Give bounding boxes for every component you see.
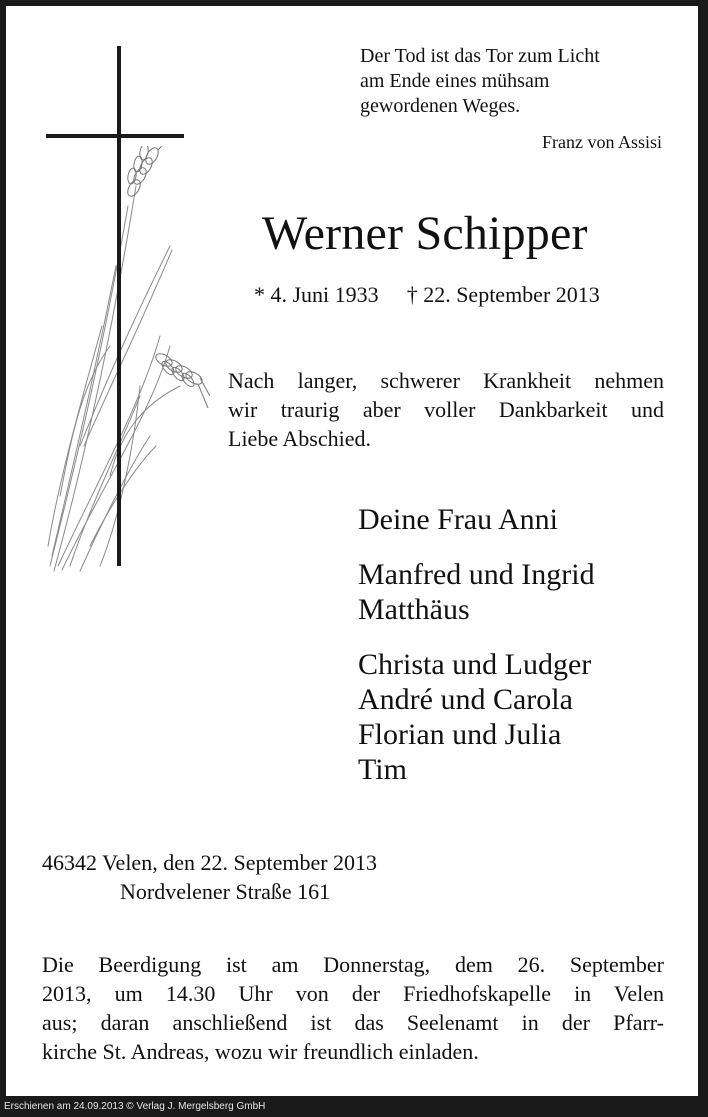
mourner-name: Matthäus	[358, 593, 470, 626]
quote-line: gewordenen Weges.	[360, 95, 521, 117]
street-address: Nordvelener Straße 161	[120, 879, 331, 904]
mourner-name: Tim	[358, 753, 407, 786]
mourner-name: Florian und Julia	[358, 718, 562, 751]
publication-footer: Erschienen am 24.09.2013 © Verlag J. Mergelsberg GmbH	[4, 1101, 266, 1112]
cross-with-wheat-illustration	[40, 46, 210, 586]
deceased-name: Werner Schipper	[262, 207, 588, 260]
quote-line: am Ende eines mühsam	[360, 70, 550, 92]
funeral-line: aus; daran anschließend ist das Seelenamt in der Pfarr-	[42, 1010, 664, 1035]
funeral-line: Die Beerdigung ist am Donnerstag, dem 26. September	[42, 952, 664, 977]
quote-line: Der Tod ist das Tor zum Licht	[360, 45, 600, 67]
life-dates	[254, 282, 600, 308]
mourners-list	[358, 502, 595, 807]
message-line: wir traurig aber voller Dankbarkeit und	[228, 397, 664, 422]
mourner-name: André und Carola	[358, 683, 573, 716]
mourner-group	[358, 557, 595, 627]
mourner-name: Deine Frau Anni	[358, 503, 558, 536]
message-line: Liebe Abschied.	[228, 426, 371, 451]
mourner-name: Manfred und Ingrid	[358, 558, 595, 591]
funeral-information	[42, 950, 664, 1066]
cross-horizontal-beam	[46, 134, 184, 138]
message-line: Nach langer, schwerer Krankheit nehmen	[228, 368, 664, 393]
mourner-group	[358, 502, 595, 537]
mourner-name: Christa und Ludger	[358, 648, 592, 681]
place-and-date: 46342 Velen, den 22. September 2013	[42, 850, 378, 875]
birth-date: * 4. Juni 1933	[254, 282, 379, 307]
farewell-message	[228, 366, 664, 453]
quote	[360, 44, 670, 119]
funeral-line: kirche St. Andreas, wozu wir freundlich einladen.	[42, 1039, 479, 1064]
address-block	[42, 848, 377, 906]
quote-author: Franz von Assisi	[541, 132, 662, 152]
mourner-group	[358, 647, 595, 787]
cross-vertical-beam	[117, 46, 121, 566]
obituary-notice	[6, 6, 698, 1096]
funeral-line: 2013, um 14.30 Uhr von der Friedhofskapelle in Velen	[42, 981, 664, 1006]
wheat-illustration	[40, 146, 210, 576]
death-date: † 22. September 2013	[406, 282, 600, 307]
